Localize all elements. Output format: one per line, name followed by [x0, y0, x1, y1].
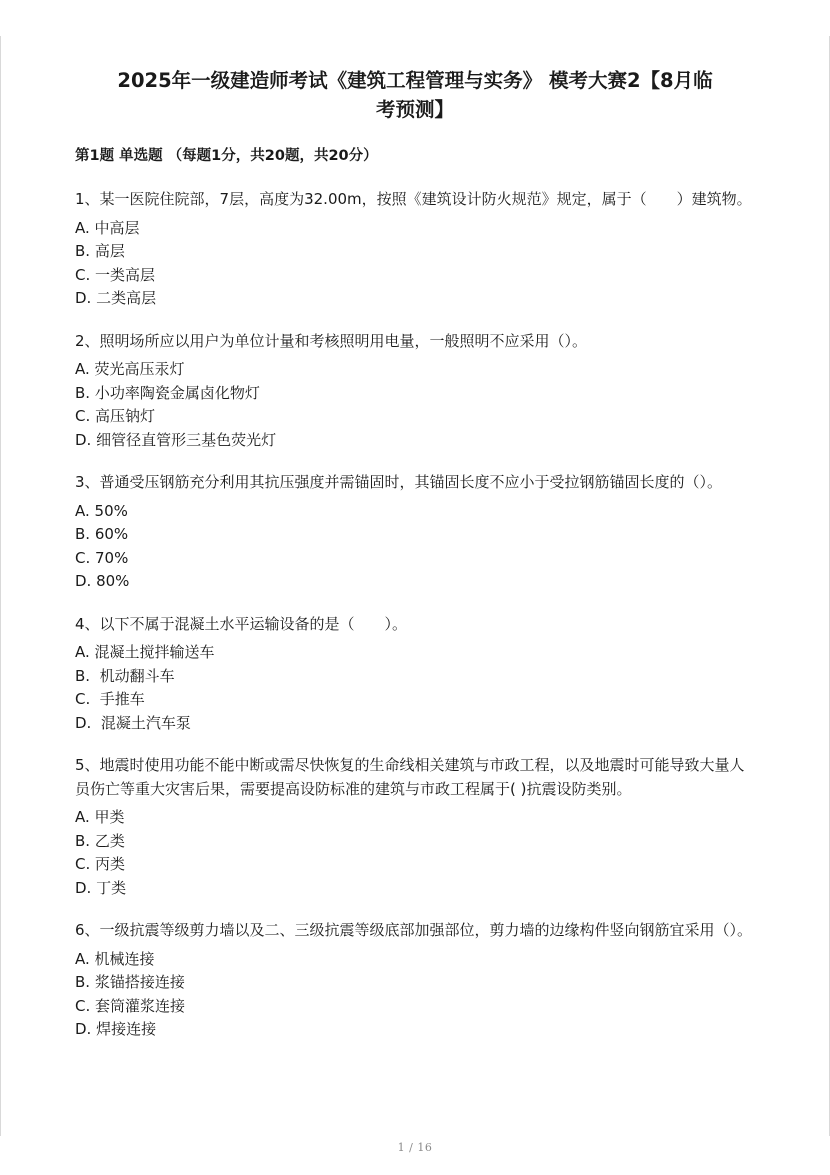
option-a: A. 50%	[75, 501, 128, 520]
option-c: C. 丙类	[75, 855, 126, 873]
document-title	[75, 66, 755, 124]
option-a: A. 机械连接	[75, 949, 155, 968]
question-stem: 6、一级抗震等级剪力墙以及二、三级抗震等级底部加强部位，剪力墙的边缘构件竖向钢筋宜采用（）。	[75, 921, 753, 939]
question-stem: 3、普通受压钢筋充分利用其抗压强度并需锚固时，其锚固长度不应小于受拉钢筋锚固长度的（）。	[75, 473, 723, 491]
option-d: D. 80%	[75, 572, 130, 590]
option-b: B. 乙类	[75, 831, 125, 850]
page-indicator: 1 / 16	[397, 1141, 433, 1154]
option-d: D. 细管径直管形三基色荧光灯	[75, 430, 277, 449]
option-a: A. 混凝土搅拌输送车	[75, 643, 215, 661]
question-5	[75, 754, 755, 900]
option-a: A. 荧光高压汞灯	[75, 360, 185, 378]
question-6	[75, 919, 755, 1042]
question-4	[75, 613, 755, 736]
option-a: A. 甲类	[75, 808, 125, 826]
document-title-line1: 2025年一级建造师考试《建筑工程管理与实务》 模考大赛2【8月临	[117, 69, 713, 92]
document-title-line2: 考预测】	[375, 98, 454, 121]
option-b: B. 小功率陶瓷金属卤化物灯	[75, 383, 260, 402]
option-c: C. 手推车	[75, 690, 145, 708]
page-left-edge	[0, 36, 1, 1136]
section-heading: 第1题 单选题 （每题1分，共20题，共20分）	[75, 148, 378, 164]
option-c: C. 一类高层	[75, 265, 156, 284]
question-1	[75, 188, 755, 311]
option-c: C. 套筒灌浆连接	[75, 996, 186, 1015]
option-d: D. 混凝土汽车泵	[75, 713, 191, 732]
question-3	[75, 471, 755, 594]
option-c: C. 70%	[75, 548, 129, 567]
question-2	[75, 330, 755, 453]
question-stem: 2、照明场所应以用户为单位计量和考核照明用电量，一般照明不应采用（）。	[75, 331, 588, 350]
question-stem: 4、以下不属于混凝土水平运输设备的是（ ）。	[75, 614, 408, 633]
option-b: B. 高层	[75, 242, 125, 260]
option-d: D. 二类高层	[75, 289, 157, 307]
option-b: B. 浆锚搭接连接	[75, 973, 185, 991]
option-b: B. 60%	[75, 525, 129, 543]
page-content	[75, 66, 755, 1042]
option-d: D. 焊接连接	[75, 1020, 157, 1038]
option-d: D. 丁类	[75, 878, 127, 897]
option-a: A. 中高层	[75, 218, 140, 237]
option-c: C. 高压钠灯	[75, 407, 156, 425]
question-stem: 1、某一医院住院部，7层，高度为32.00m，按照《建筑设计防火规范》规定，属于（ ）建筑物。	[75, 190, 752, 208]
question-stem: 5、地震时使用功能不能中断或需尽快恢复的生命线相关建筑与市政工程，以及地震时可能导致大量人员伤亡等重大灾害后果，需要提高设防标准的建筑与市政工程属于( )抗震设防类别。	[75, 756, 745, 798]
option-b: B. 机动翻斗车	[75, 666, 175, 685]
